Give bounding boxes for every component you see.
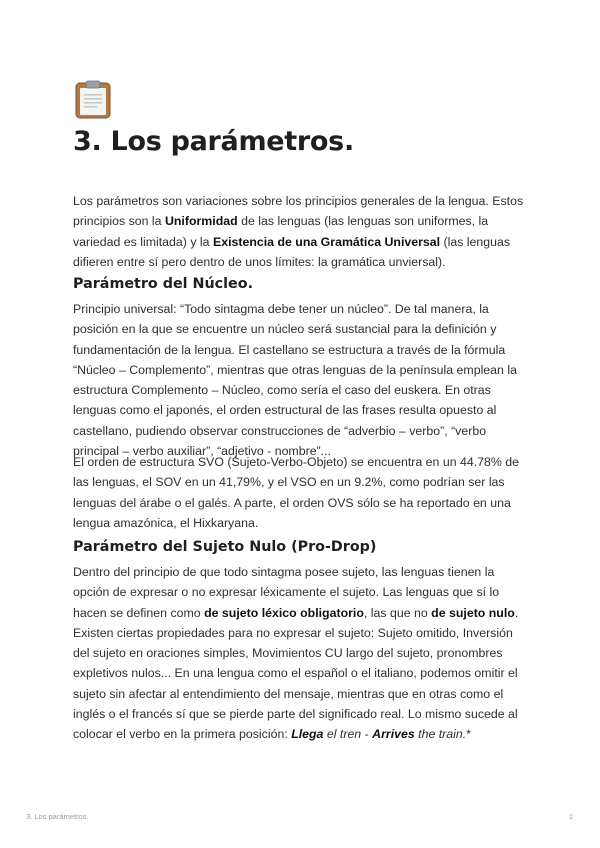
text-run: de sujeto léxico obligatorio	[204, 605, 364, 620]
section-heading-sujeto-nulo: Parámetro del Sujeto Nulo (Pro-Drop)	[73, 539, 377, 555]
text-run: Los parámetros son variaciones sobre los principios generales de la lengua. Estos principios son la	[73, 194, 524, 229]
text-run: the train.	[414, 727, 467, 742]
text-run: *	[466, 727, 471, 742]
text-run: el tren	[323, 727, 362, 742]
page-number: 1	[568, 812, 573, 821]
text-run: Uniformidad	[164, 214, 238, 229]
rich-paragraph	[73, 191, 531, 272]
text-run: (las lenguas difieren entre sí pero dentro de unos límites: la gramática unviersal).	[73, 234, 511, 269]
intro-paragraph	[73, 191, 531, 272]
text-run: de sujeto nulo	[431, 605, 515, 620]
nucleo-paragraph-2	[73, 452, 531, 533]
page-title: 3. Los parámetros.	[73, 126, 354, 157]
paragraph-text: El orden de estructura SVO (Sujeto-Verbo-Objeto) se encuentra en un 44.78% de las lenguas, el SOV en un 41,79%, y el VSO en un 9.2%, como podrían ser las lenguas del árabe o el galés. A parte, el orden OVS sólo se ha reportado en una lengua amazónica, el Hixkaryana.	[73, 455, 520, 530]
text-run: de las lenguas (las lenguas son uniformes, la variedad es limitada) y la	[73, 214, 489, 249]
text-run: Arrives	[372, 727, 415, 742]
text-run: Llega	[291, 727, 324, 742]
paragraph-text: Principio universal: “Todo sintagma debe tener un núcleo”. De tal manera, la posición en la que se encuentre un núcleo será sustancial para la definición y fundamentación de la lengua. El castellano se estructura a través de la fórmula “Núcleo – Complemento”, mientras que otras lenguas de la península emplean la estructura Complemento – Núcleo, como sería el caso del euskera. En otras lenguas como el japonés, el orden estructural de las frases resulta opuesto al castellano, pudiendo observar construcciones de “adverbio – verbo”, “verbo principal – verbo auxiliar”, “adjetivo - nombre”...	[73, 302, 517, 459]
text-run: Dentro del principio de que todo sintagma posee sujeto, las lenguas tienen la opción de expresar o no expresar léxicamente el sujeto. Las lenguas que sí lo hacen se definen como	[73, 565, 500, 620]
clipboard-icon	[73, 79, 113, 119]
text-run: Existencia de una Gramática Universal	[212, 234, 441, 249]
nucleo-paragraph-1	[73, 299, 531, 461]
rich-paragraph	[73, 562, 531, 745]
text-run: . Existen ciertas propiedades para no expresar el sujeto: Sujeto omitido, Inversión del sujeto en oraciones simples, Movimientos CU largo del sujeto, pronombres expletivos nulos... En una lengua como el español o el italiano, podemos omitir el sujeto sin afectar al entendimiento del mensaje, mientras que en otras como el inglés o el francés sí que se pierde parte del significado real. Lo mismo sucede al colocar el verbo en la primera posición:	[73, 605, 519, 742]
text-run: -	[361, 727, 373, 742]
section-heading-nucleo: Parámetro del Núcleo.	[73, 276, 253, 292]
footer-title: 3. Los parámetros.	[26, 812, 89, 821]
text-run: , las que no	[363, 605, 432, 620]
sujeto-nulo-paragraph	[73, 562, 531, 745]
